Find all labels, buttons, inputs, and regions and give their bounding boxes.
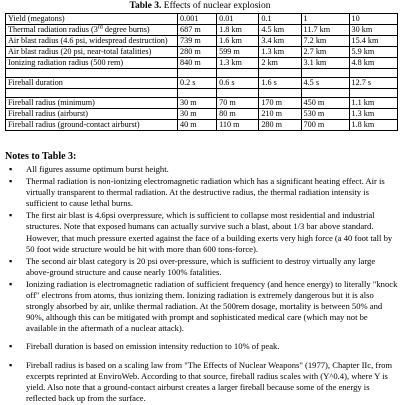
table-cell: 0.6 s xyxy=(217,78,259,89)
notes-heading: Notes to Table 3: xyxy=(5,151,77,162)
header-cell: 0.01 xyxy=(217,14,259,25)
table-cell: 7.2 km xyxy=(301,36,349,47)
row-label: Fireball radius (airburst) xyxy=(6,109,178,120)
table-row xyxy=(6,98,398,109)
table-cell: 700 m xyxy=(301,120,349,131)
row-label: Air blast radius (4.6 psi, widespread destruction) xyxy=(6,36,178,47)
table-cell: 1.1 km xyxy=(349,98,397,109)
table-row xyxy=(6,78,398,89)
list-item: ▪ The second air blast category is 20 psi over-pressure, which is sufficient to destroy virtually any large above-ground structure and cause nearly 100% fatalities. xyxy=(26,256,398,278)
effects-table xyxy=(5,13,398,131)
table-row xyxy=(6,58,398,69)
table-header-row xyxy=(6,14,398,25)
row-label: Fireball radius (minimum) xyxy=(6,98,178,109)
table-spacer-row xyxy=(6,89,398,98)
table-cell: 12.7 s xyxy=(349,78,397,89)
table-title xyxy=(0,0,400,13)
table-cell: 11.7 km xyxy=(301,25,349,36)
table-cell: 530 m xyxy=(301,109,349,120)
table-cell: 1.3 km xyxy=(349,109,397,120)
table-cell: 30 m xyxy=(178,98,217,109)
table-row xyxy=(6,47,398,58)
table-cell: 110 m xyxy=(217,120,259,131)
row-label: Fireball radius (ground-contact airburst) xyxy=(6,120,178,131)
table-row xyxy=(6,109,398,120)
table-cell: 80 m xyxy=(217,109,259,120)
header-cell: 10 xyxy=(349,14,397,25)
header-cell: 0.001 xyxy=(178,14,217,25)
row-label: Ionizing radiation radius (500 rem) xyxy=(6,58,178,69)
table-cell: 687 m xyxy=(178,25,217,36)
table-cell: 0.2 s xyxy=(178,78,217,89)
table-cell: 739 m xyxy=(178,36,217,47)
table-cell: 599 m xyxy=(217,47,259,58)
table-cell: 2 km xyxy=(259,58,301,69)
list-item: ▪ Fireball radius is based on a scaling law from "The Effects of Nuclear Weapons" (1977), Chapter IIc, from excerpts reprinted at EnviroWeb. According to that source, fireball radius scales with (Y^0.4), where Y is yield. Also note that a ground-contact airburst creates a larger fireball because some of the energy is reflected back up from the surface. xyxy=(26,360,398,404)
table-caption: Effects of nuclear explosion xyxy=(163,1,271,11)
table-cell: 1.3 km xyxy=(217,58,259,69)
list-item: ▪ Thermal radiation is non-ionizing electromagnetic radiation which has a significant heating effect. Air is virtually transparent to thermal radiation. At the destructive radius, the thermal radiation intensity is sufficient to cause lethal burns. xyxy=(26,176,398,209)
header-cell-yield: Yield (megatons) xyxy=(6,14,178,25)
table-row xyxy=(6,120,398,131)
table-cell: 70 m xyxy=(217,98,259,109)
header-cell: 1 xyxy=(301,14,349,25)
table-cell: 280 m xyxy=(178,47,217,58)
table-row xyxy=(6,25,398,36)
list-item: ▪ The first air blast is 4.6psi overpressure, which is sufficient to collapse most residential and industrial structures. Note that exposed humans can actually survive such a blast, about 1/3 bar above standard. However, that much pressure exerted against the face of a building exerts very high force (a 40 foot tall by 50 foot wide structure would be hit with more than 600 tons-force). xyxy=(26,210,398,254)
row-label: Fireball duration xyxy=(6,78,178,89)
table-cell: 4.5 km xyxy=(259,25,301,36)
list-item: ▪ All figures assume optimum burst height. xyxy=(26,164,398,175)
table-cell: 30 km xyxy=(349,25,397,36)
table-cell: 15.4 km xyxy=(349,36,397,47)
table-cell: 1.3 km xyxy=(259,47,301,58)
table-cell: 40 m xyxy=(178,120,217,131)
table-cell: 1.6 km xyxy=(217,36,259,47)
table-cell: 5.9 km xyxy=(349,47,397,58)
table-cell: 30 m xyxy=(178,109,217,120)
table-spacer-row xyxy=(6,69,398,78)
list-item: ▪ Ionizing radiation is electromagnetic radiation of sufficient frequency (and hence energy) to literally "knock off" electrons from atoms, thus ionizing them. Ionizing radiation is extremely dangerous but it is also strongly absorbed by air, unlike thermal radiation. At the 500rem dosage, mortality is between 50% and 90%, although this can be mitigated with prompt and sophisticated medical care (which may not be available in the aftermath of a nuclear attack). xyxy=(26,279,398,334)
table-cell: 840 m xyxy=(178,58,217,69)
table-cell: 4.8 km xyxy=(349,58,397,69)
table-row xyxy=(6,36,398,47)
table-cell: 1.8 km xyxy=(349,120,397,131)
table-cell: 210 m xyxy=(259,109,301,120)
table-cell: 2.7 km xyxy=(301,47,349,58)
row-label: Thermal radiation radius (3rd degree burns) xyxy=(6,25,178,36)
header-cell: 0.1 xyxy=(259,14,301,25)
table-cell: 450 m xyxy=(301,98,349,109)
row-label: Air blast radius (20 psi, near-total fatalities) xyxy=(6,47,178,58)
table-cell: 3.4 km xyxy=(259,36,301,47)
table-cell: 1.8 km xyxy=(217,25,259,36)
table-cell: 280 m xyxy=(259,120,301,131)
table-number: Table 3. xyxy=(129,1,162,11)
table-cell: 3.1 km xyxy=(301,58,349,69)
table-cell: 1.6 s xyxy=(259,78,301,89)
table-cell: 170 m xyxy=(259,98,301,109)
notes-list xyxy=(0,164,398,405)
list-item: ▪ Fireball duration is based on emission intensity reduction to 10% of peak. xyxy=(26,341,398,352)
table-cell: 4.5 s xyxy=(301,78,349,89)
